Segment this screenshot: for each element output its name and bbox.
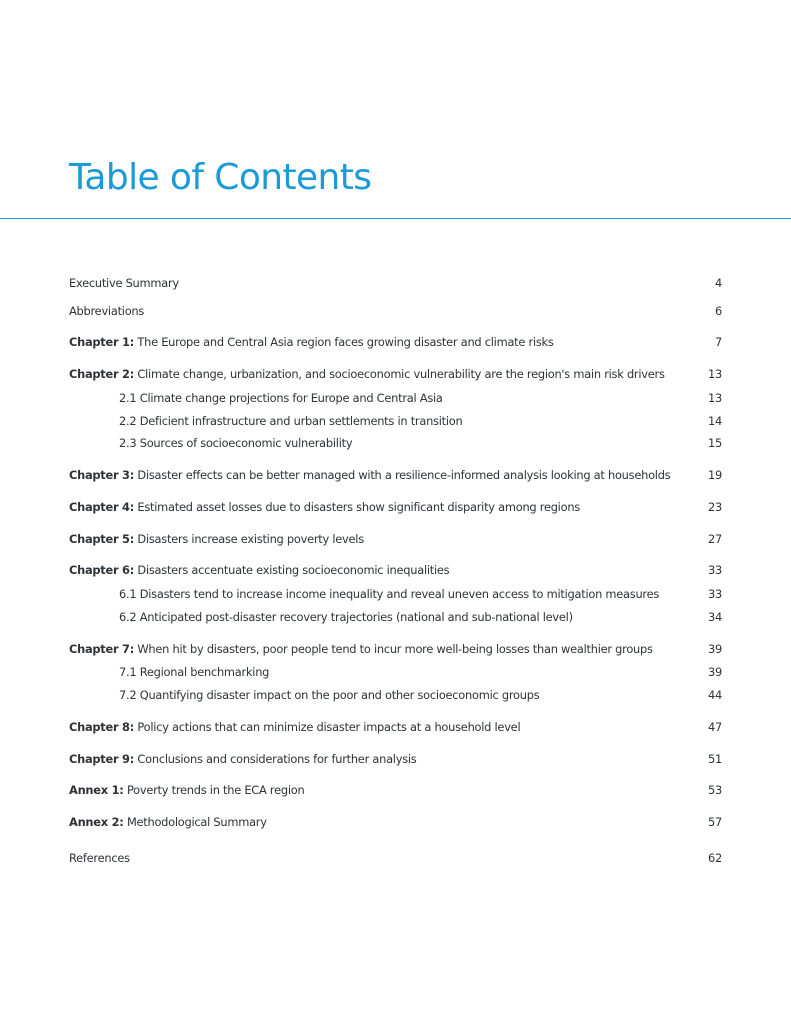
toc-entry-label <box>69 560 449 580</box>
toc-entry-label <box>119 662 269 682</box>
toc-entry-text: 7.2 Quantifying disaster impact on the poor and other socioeconomic groups <box>119 688 540 702</box>
toc-entry-section-2-2[interactable] <box>119 411 722 431</box>
toc-entry-label <box>69 848 130 868</box>
toc-entry-chapter-8[interactable] <box>69 717 722 737</box>
toc-entry-label <box>119 685 539 705</box>
toc-entry-page: 4 <box>715 276 722 290</box>
toc-entry-prefix: Chapter 1: <box>69 335 135 349</box>
toc-entry-text: Disasters increase existing poverty levels <box>137 532 364 546</box>
toc-entry-text: Estimated asset losses due to disasters show significant disparity among regions <box>137 500 580 514</box>
toc-entry-prefix: Chapter 8: <box>69 720 135 734</box>
toc-entry-section-6-2[interactable] <box>119 607 722 627</box>
title-divider <box>0 218 791 219</box>
toc-entry-chapter-3[interactable] <box>69 465 722 485</box>
toc-entry-section-7-2[interactable] <box>119 685 722 705</box>
toc-entry-text: Disaster effects can be better managed with a resilience-informed analysis looking at households <box>137 468 671 482</box>
toc-entry-label <box>69 465 670 485</box>
toc-entry-text: 6.2 Anticipated post-disaster recovery trajectories (national and sub-national level) <box>119 610 573 624</box>
toc-entry-label <box>119 388 443 408</box>
toc-entry-page: 34 <box>708 610 722 624</box>
toc-entry-references[interactable] <box>69 848 722 868</box>
toc-entry-text: 7.1 Regional benchmarking <box>119 665 270 679</box>
toc-entry-label <box>69 497 580 517</box>
toc-entry-page: 39 <box>708 642 722 656</box>
toc-entry-label <box>119 433 352 453</box>
toc-entry-label <box>69 749 417 769</box>
page-title: Table of Contents <box>69 157 372 198</box>
toc-entry-text: 2.1 Climate change projections for Europe and Central Asia <box>119 391 443 405</box>
toc-entry-prefix: Annex 1: <box>69 783 124 797</box>
toc-entry-label <box>69 273 179 293</box>
toc-entry-page: 15 <box>708 436 722 450</box>
toc-entry-text: Executive Summary <box>69 276 179 290</box>
toc-entry-chapter-4[interactable] <box>69 497 722 517</box>
toc-entry-prefix: Chapter 4: <box>69 500 135 514</box>
toc-entry-page: 44 <box>708 688 722 702</box>
toc-entry-chapter-1[interactable] <box>69 332 722 352</box>
toc-entry-text: 2.2 Deficient infrastructure and urban settlements in transition <box>119 414 463 428</box>
toc-entry-page: 23 <box>708 500 722 514</box>
toc-entry-chapter-7[interactable] <box>69 639 722 659</box>
toc-entry-prefix: Chapter 2: <box>69 367 135 381</box>
toc-entry-page: 33 <box>708 587 722 601</box>
toc-entry-page: 7 <box>715 335 722 349</box>
toc-entry-text: Disasters accentuate existing socioeconomic inequalities <box>137 563 450 577</box>
toc-entry-prefix: Chapter 5: <box>69 532 135 546</box>
toc-entry-page: 53 <box>708 783 722 797</box>
toc-entry-label <box>119 411 462 431</box>
toc-entry-text: 6.1 Disasters tend to increase income inequality and reveal uneven access to mitigation measures <box>119 587 660 601</box>
toc-entry-chapter-6[interactable] <box>69 560 722 580</box>
toc-entry-prefix: Annex 2: <box>69 815 124 829</box>
toc-entry-text: Poverty trends in the ECA region <box>126 783 305 797</box>
toc-entry-page: 47 <box>708 720 722 734</box>
toc-entry-page: 19 <box>708 468 722 482</box>
toc-entry-page: 33 <box>708 563 722 577</box>
toc-entry-section-2-1[interactable] <box>119 388 722 408</box>
toc-entry-prefix: Chapter 6: <box>69 563 135 577</box>
toc-entry-label <box>69 332 554 352</box>
toc-entry-page: 13 <box>708 367 722 381</box>
toc-entry-page: 51 <box>708 752 722 766</box>
toc-entry-prefix: Chapter 3: <box>69 468 135 482</box>
toc-entry-page: 27 <box>708 532 722 546</box>
toc-entry-label <box>69 812 267 832</box>
toc-entry-section-6-1[interactable] <box>119 584 722 604</box>
toc-entry-abbreviations[interactable] <box>69 301 722 321</box>
toc-entry-chapter-9[interactable] <box>69 749 722 769</box>
toc-entry-chapter-5[interactable] <box>69 529 722 549</box>
toc-entry-text: 2.3 Sources of socioeconomic vulnerability <box>119 436 353 450</box>
toc-entry-prefix: Chapter 9: <box>69 752 135 766</box>
toc-entry-annex-2[interactable] <box>69 812 722 832</box>
toc-entry-chapter-2[interactable] <box>69 364 722 384</box>
toc-entry-label <box>69 301 144 321</box>
toc-entry-page: 6 <box>715 304 722 318</box>
toc-entry-page: 13 <box>708 391 722 405</box>
toc-entry-page: 62 <box>708 851 722 865</box>
toc-entry-text: When hit by disasters, poor people tend to incur more well-being losses than wealthier groups <box>137 642 653 656</box>
toc-entry-text: Methodological Summary <box>126 815 267 829</box>
toc-entry-text: The Europe and Central Asia region faces growing disaster and climate risks <box>137 335 554 349</box>
toc-entry-text: References <box>69 851 130 865</box>
toc-entry-label <box>69 364 665 384</box>
toc-entry-prefix: Chapter 7: <box>69 642 135 656</box>
toc-entry-text: Conclusions and considerations for further analysis <box>137 752 417 766</box>
toc-entry-text: Climate change, urbanization, and socioeconomic vulnerability are the region's main risk drivers <box>137 367 665 381</box>
toc-entry-page: 14 <box>708 414 722 428</box>
toc-entry-annex-1[interactable] <box>69 780 722 800</box>
toc-entry-page: 39 <box>708 665 722 679</box>
toc-entry-label <box>119 607 573 627</box>
toc-entry-label <box>69 717 520 737</box>
toc-entry-page: 57 <box>708 815 722 829</box>
toc-entry-section-2-3[interactable] <box>119 433 722 453</box>
toc-entry-label <box>69 529 364 549</box>
toc-entry-label <box>69 639 653 659</box>
toc-entry-executive-summary[interactable] <box>69 273 722 293</box>
toc-entry-section-7-1[interactable] <box>119 662 722 682</box>
toc-entry-label <box>119 584 659 604</box>
toc-entry-text: Abbreviations <box>69 304 145 318</box>
toc-entry-label <box>69 780 304 800</box>
toc-entry-text: Policy actions that can minimize disaster impacts at a household level <box>137 720 521 734</box>
